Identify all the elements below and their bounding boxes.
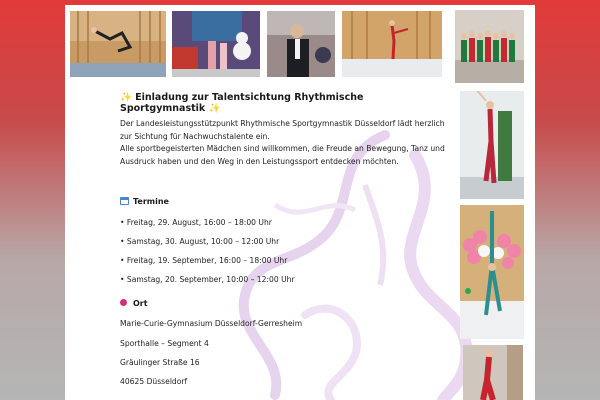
- termin-item: • Freitag, 19. September, 16:00 – 18:00 Uhr: [120, 256, 288, 265]
- ort-heading-text: Ort: [133, 299, 148, 308]
- termin-item: • Freitag, 29. August, 16:00 – 18:00 Uhr: [120, 218, 272, 227]
- page-title: [120, 92, 450, 114]
- ort-line: Sporthalle – Segment 4: [120, 339, 209, 348]
- termine-heading: [120, 197, 169, 206]
- termin-item: • Samstag, 30. August, 10:00 – 12:00 Uhr: [120, 237, 280, 246]
- ort-heading: [120, 299, 148, 308]
- sparkles-icon: ✨: [208, 103, 221, 114]
- ort-line: Gräulinger Straße 16: [120, 358, 200, 367]
- photo-gymnast-red: [463, 345, 523, 400]
- photo-gymnast-gym: [70, 11, 166, 77]
- termine-heading-text: Termine: [133, 197, 169, 206]
- intro-text: [120, 118, 455, 168]
- photo-gymnast-leap: [342, 11, 442, 77]
- termin-item: • Samstag, 20. September, 10:00 – 12:00 Uhr: [120, 275, 295, 284]
- photo-gymnast-balloons: [460, 205, 524, 339]
- page-title-text: Einladung zur Talentsichtung Rhythmische Sportgymnastik: [120, 92, 364, 114]
- intro-paragraph: Alle sportbegeisterten Mädchen sind willkommen, die Freude an Bewegung, Tanz und Ausdruck haben und den Weg in den Leistungssport entdecken möchten.: [120, 144, 445, 166]
- pin-icon: [120, 299, 127, 306]
- photo-team: [455, 10, 524, 83]
- photo-christmas: [172, 11, 260, 77]
- sparkles-icon: ✨: [120, 92, 132, 103]
- intro-paragraph: Der Landesleistungsstützpunkt Rhythmische Sportgymnastik Düsseldorf lädt herzlich zur Sichtung für Nachwuchstalente ein.: [120, 119, 445, 141]
- photo-gymnast-pose: [460, 91, 524, 199]
- flyer-page: [65, 5, 535, 400]
- ort-line: 40625 Düsseldorf: [120, 377, 188, 386]
- ort-line: Marie-Curie-Gymnasium Düsseldorf-Gerresheim: [120, 319, 303, 328]
- photo-coach: [267, 11, 335, 77]
- calendar-icon: [120, 197, 129, 205]
